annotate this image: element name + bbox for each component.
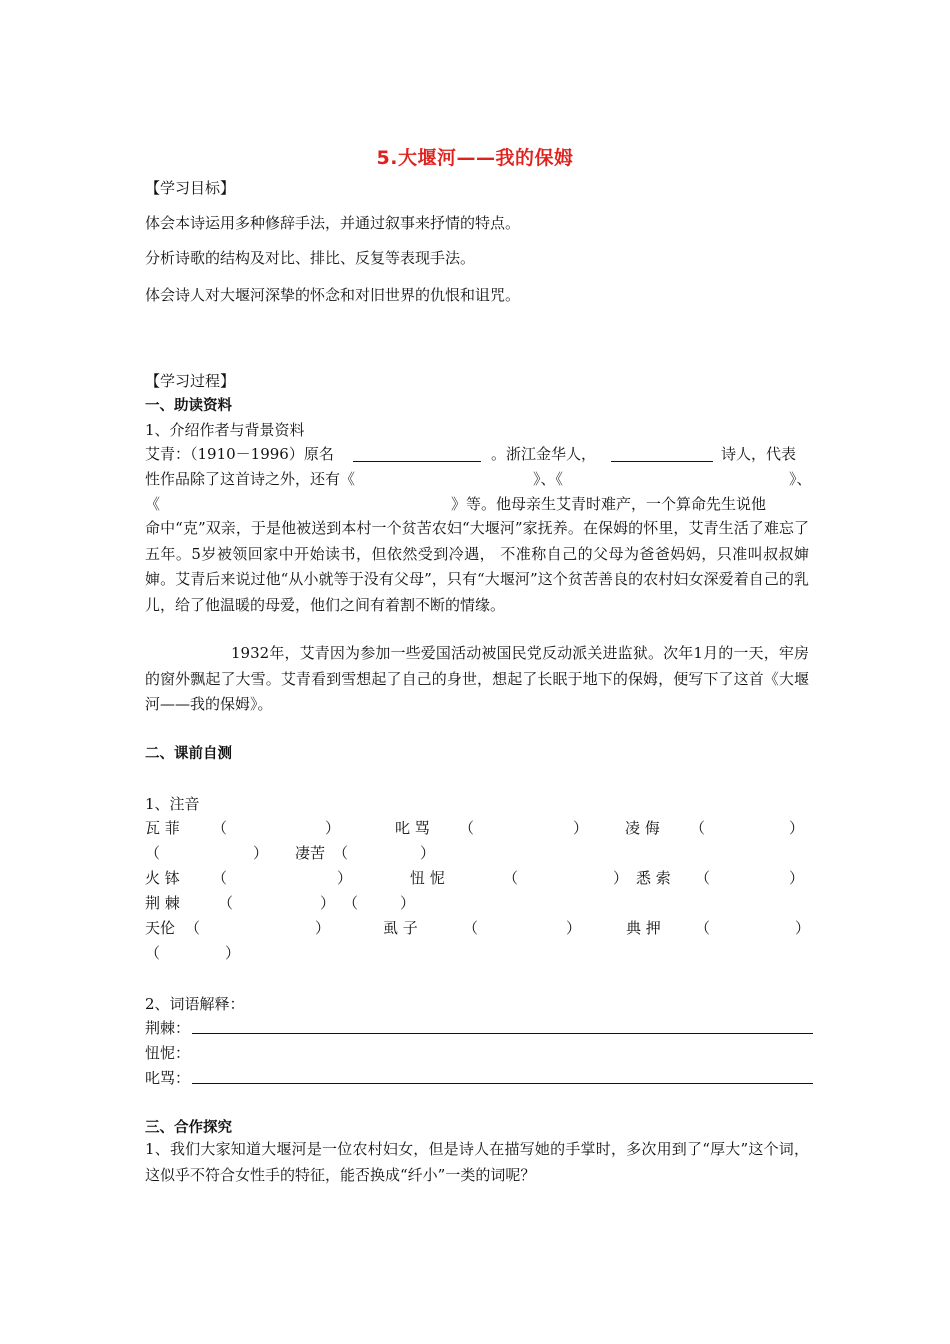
paren-blank[interactable]: （ <box>695 869 711 887</box>
paren-close: ） <box>795 919 811 937</box>
paren-blank[interactable]: （ <box>212 869 228 887</box>
page-title: 5.大堰河——我的保姆 <box>376 147 574 169</box>
author-intro-text: 《 <box>145 495 161 513</box>
author-intro-text: 。浙江金华人， <box>491 445 597 463</box>
word-tianlun: 天伦 <box>145 919 176 937</box>
paren-close: ） <box>253 844 269 862</box>
section-heading-inquiry: 三、合作探究 <box>145 1120 232 1136</box>
paren-blank[interactable]: （ <box>333 844 349 862</box>
paren-blank[interactable]: （ <box>212 819 228 837</box>
paren-close: ） <box>573 819 589 837</box>
inquiry-question: 1、我们大家知道大堰河是一位农村妇女，但是诗人在描写她的手掌时，多次用到了“厚大”这个词，这似乎不符合女性手的特征，能否换成“纤小”一类的词呢？ <box>145 1140 809 1184</box>
author-intro-text: 性作品除了这首诗之外，还有《 <box>145 470 356 488</box>
paren-close: ） <box>337 869 353 887</box>
word-chima: 叱 骂 <box>395 819 430 837</box>
paren-blank[interactable]: （ <box>695 919 711 937</box>
paren-blank[interactable]: （ <box>185 919 201 937</box>
answer-line[interactable] <box>192 1033 813 1034</box>
goal-item: 分析诗歌的结构及对比、排比、反复等表现手法。 <box>145 249 476 267</box>
paren-blank[interactable]: （ <box>218 894 234 912</box>
paren-blank[interactable]: （ <box>690 819 706 837</box>
paren-close: ） <box>325 819 341 837</box>
term-label: 荆棘： <box>145 1019 191 1037</box>
word-xisuo: 悉 索 <box>636 869 671 887</box>
question-definitions: 2、词语解释： <box>145 995 245 1013</box>
author-intro-text: 诗人，代表 <box>721 445 797 463</box>
word-jingji: 荆 棘 <box>145 894 180 912</box>
background-paragraph: 1932年，艾青因为参加一些爱国活动被国民党反动派关进监狱。次年1月的一天，牢房的窗外飘起了大雪。艾青看到雪想起了自己的身世，想起了长眠于地下的保姆，便写下了这首《大堰河——我的保姆》。 <box>145 644 809 713</box>
term-label: 叱骂： <box>145 1069 191 1087</box>
goal-item: 体会诗人对大堰河深挚的怀念和对旧世界的仇恨和诅咒。 <box>145 286 521 304</box>
background-paragraph: 命中“克”双亲，于是他被送到本村一个贫苦农妇“大堰河”家抚养。在保姆的怀里，艾青生活了难忘了五年。5岁被领回家中开始读书，但依然受到冷遇， 不准称自己的父母为爸爸妈妈，只准叫叔叔婶婶。艾青后来说过他“从小就等于没有父母”，只有“大堰河”这个贫苦善良的农村妇女深爱着自己的乳儿，给了他温暖的母爱，他们之间有着割不断的情缘。 <box>145 519 809 614</box>
paren-close: ） <box>789 869 805 887</box>
goal-item: 体会本诗运用多种修辞手法，并通过叙事来抒情的特点。 <box>145 214 521 232</box>
word-dianya: 典 押 <box>626 919 661 937</box>
author-intro-text: 》等。他母亲生艾青时难产，一个算命先生说他 <box>451 495 767 513</box>
paren-blank[interactable]: （ <box>463 919 479 937</box>
term-label: 忸怩： <box>145 1044 191 1062</box>
author-intro-text: 》、 <box>789 470 812 488</box>
answer-blank[interactable] <box>611 461 713 462</box>
paren-close: ） <box>225 944 241 962</box>
word-niuni: 忸 怩 <box>410 869 445 887</box>
word-qiku: 凄苦 <box>295 844 326 862</box>
section-heading-reading: 一、助读资料 <box>145 398 232 414</box>
goals-heading: 【学习目标】 <box>145 179 236 197</box>
paren-close: ） <box>566 919 582 937</box>
paren-close: ） <box>315 919 331 937</box>
paren-blank[interactable]: （ <box>145 944 161 962</box>
paren-close: ） <box>400 894 416 912</box>
word-wafei: 瓦 菲 <box>145 819 180 837</box>
paren-close: ） <box>420 844 436 862</box>
paren-blank[interactable]: （ <box>459 819 475 837</box>
paren-blank[interactable]: （ <box>503 869 519 887</box>
answer-line[interactable] <box>192 1083 813 1084</box>
subheading-author: 1、介绍作者与背景资料 <box>145 421 305 439</box>
answer-blank[interactable] <box>353 461 481 462</box>
paren-close: ） <box>789 819 805 837</box>
section-heading-selftest: 二、课前自测 <box>145 746 232 762</box>
paren-close: ） <box>613 869 629 887</box>
author-intro-text: 艾青：（1910－1996）原名 <box>145 445 334 463</box>
question-pinyin: 1、注音 <box>145 795 200 813</box>
paren-close: ） <box>320 894 336 912</box>
process-heading: 【学习过程】 <box>145 372 236 390</box>
author-intro-text: 》、《 <box>533 470 564 488</box>
paren-blank[interactable]: （ <box>145 844 161 862</box>
paren-blank[interactable]: （ <box>343 894 359 912</box>
word-shizi: 虱 子 <box>383 919 418 937</box>
word-lingwu: 凌 侮 <box>625 819 660 837</box>
word-huobo: 火 钵 <box>145 869 180 887</box>
